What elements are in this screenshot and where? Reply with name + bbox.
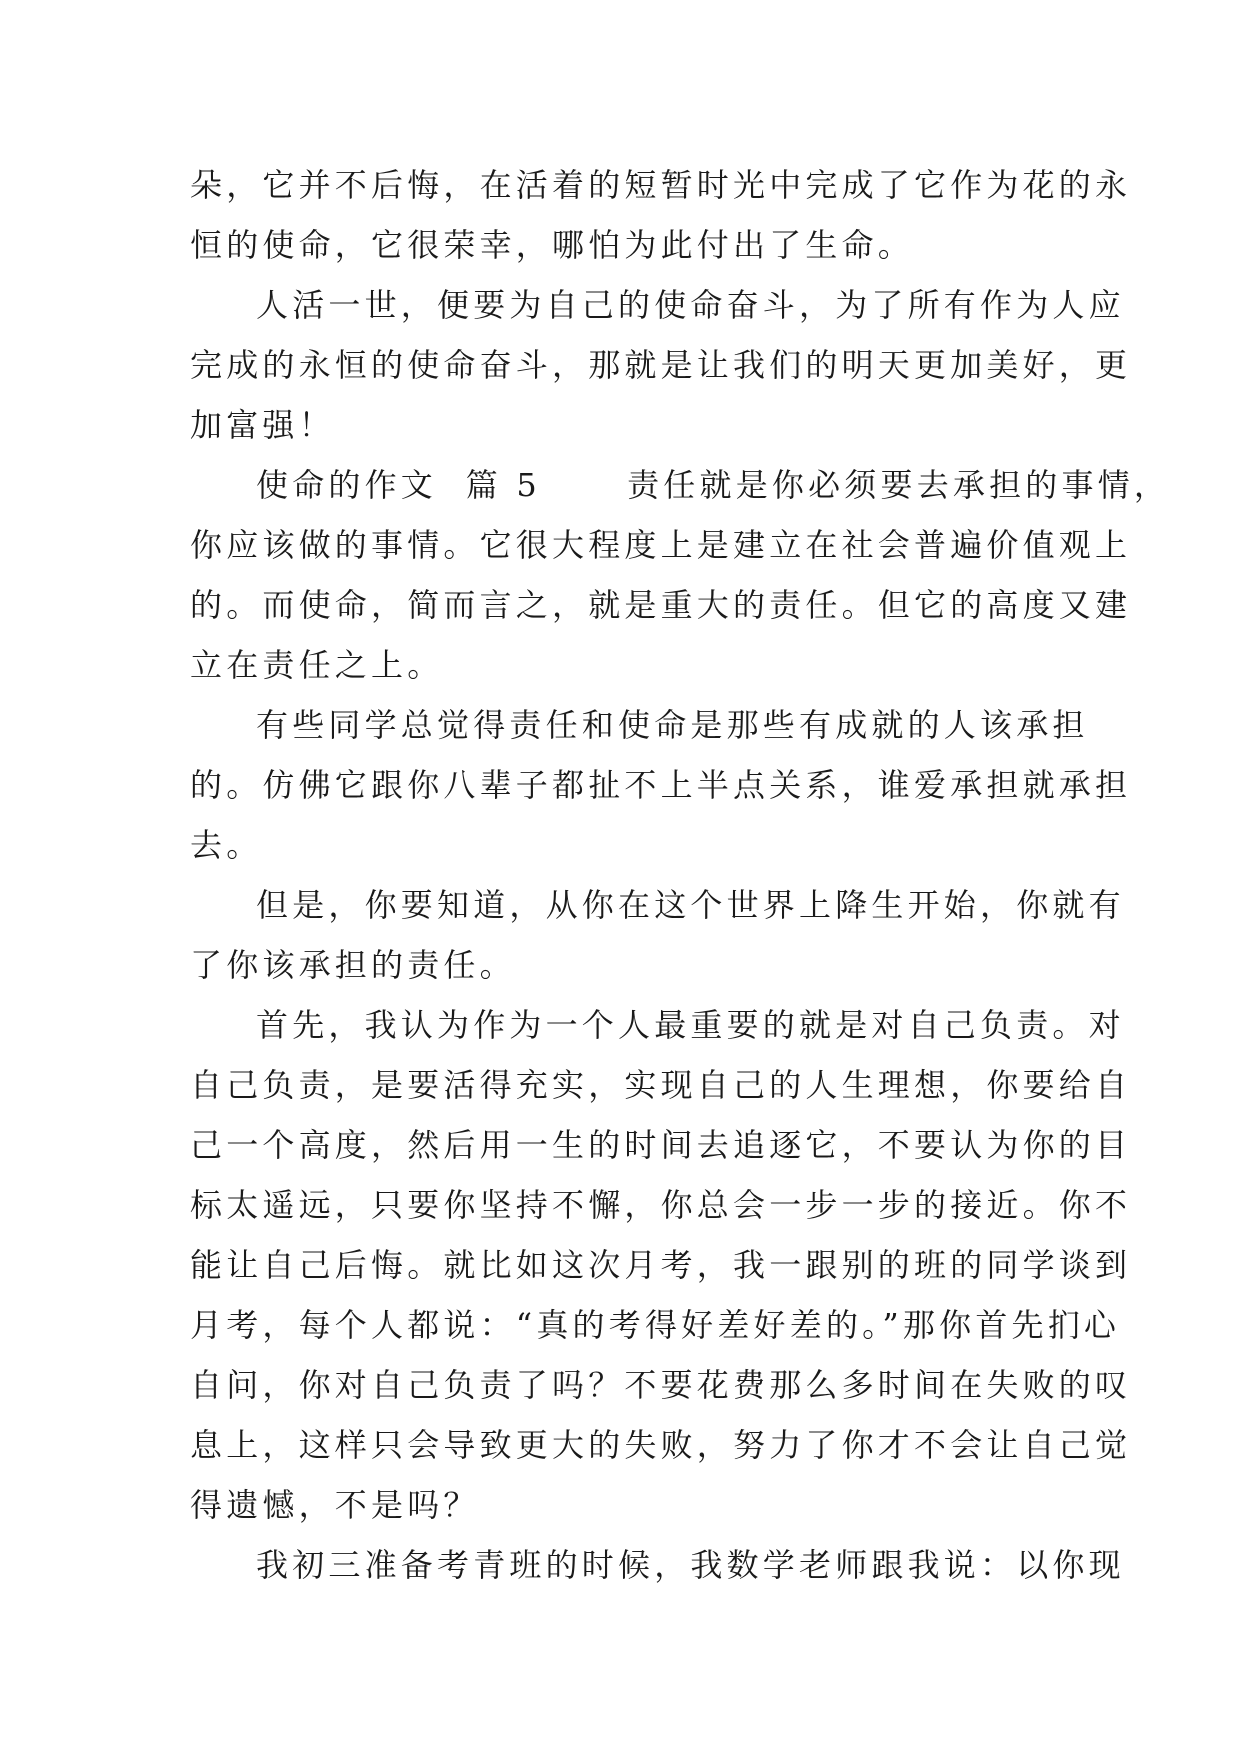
text-line: 了你该承担的责任。 xyxy=(190,946,516,984)
paragraph-first-line: 但是，你要知道，从你在这个世界上降生开始，你就有 xyxy=(256,886,1125,924)
text-line: 月考，每个人都说：“真的考得好差好差的。”那你首先扪心 xyxy=(190,1306,1121,1344)
paragraph-first-line: 我初三准备考青班的时候，我数学老师跟我说：以你现 xyxy=(256,1546,1125,1584)
text-line: 自问，你对自己负责了吗？不要花费那么多时间在失败的叹 xyxy=(190,1366,1132,1404)
text-line: 立在责任之上。 xyxy=(190,646,444,684)
text-line: 息上，这样只会导致更大的失败，努力了你才不会让自己觉 xyxy=(190,1426,1132,1464)
text-line: 朵，它并不后悔，在活着的短暂时光中完成了它作为花的永 xyxy=(190,166,1132,204)
text-line: 你应该做的事情。它很大程度上是建立在社会普遍价值观上 xyxy=(190,526,1132,564)
text-line: 去。 xyxy=(190,826,263,864)
text-line: 能让自己后悔。就比如这次月考，我一跟别的班的同学谈到 xyxy=(190,1246,1132,1284)
section-heading-line: 使命的作文 篇 5 责任就是你必须要去承担的事情， xyxy=(256,466,1171,504)
paragraph-first-line: 人活一世，便要为自己的使命奋斗，为了所有作为人应 xyxy=(256,286,1125,324)
text-line: 的。仿佛它跟你八辈子都扯不上半点关系，谁爱承担就承担 xyxy=(190,766,1132,804)
text-line: 标太遥远，只要你坚持不懈，你总会一步一步的接近。你不 xyxy=(190,1186,1132,1224)
text-line: 己一个高度，然后用一生的时间去追逐它，不要认为你的目 xyxy=(190,1126,1132,1164)
text-line: 加富强！ xyxy=(190,406,335,444)
paragraph-first-line: 有些同学总觉得责任和使命是那些有成就的人该承担 xyxy=(256,706,1089,744)
text-line: 完成的永恒的使命奋斗，那就是让我们的明天更加美好，更 xyxy=(190,346,1132,384)
paragraph-first-line: 首先，我认为作为一个人最重要的就是对自己负责。对 xyxy=(256,1006,1125,1044)
text-line: 自己负责，是要活得充实，实现自己的人生理想，你要给自 xyxy=(190,1066,1132,1104)
text-line: 恒的使命，它很荣幸，哪怕为此付出了生命。 xyxy=(190,226,915,264)
essay-text xyxy=(190,155,1171,1595)
text-line: 的。而使命，简而言之，就是重大的责任。但它的高度又建 xyxy=(190,586,1132,624)
text-line: 得遗憾，不是吗？ xyxy=(190,1486,480,1524)
